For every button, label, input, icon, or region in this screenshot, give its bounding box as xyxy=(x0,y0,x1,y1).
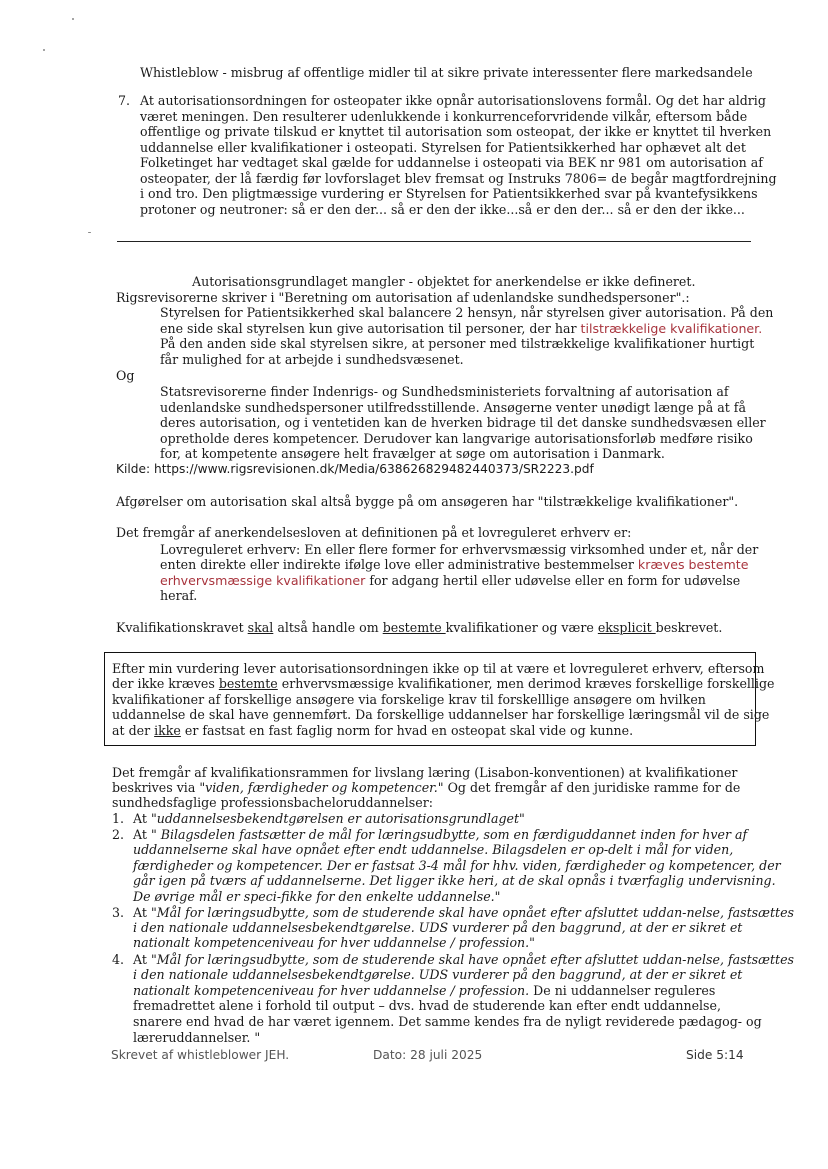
horizontal-divider xyxy=(117,241,751,242)
text-run: Og det fremgår af den juridiske ramme for de xyxy=(443,780,741,795)
list-line xyxy=(133,842,733,857)
header-line: Whistleblow - misbrug af offentlige midler til at sikre private interessenter flere markedsandele xyxy=(140,65,753,80)
italic-quote: færdigheder og kompetencer. Der er fastsat 3-4 mål for hhv. viden, færdigheder og kompetencer, der xyxy=(133,858,781,873)
assessment-line xyxy=(112,676,775,691)
source-link[interactable]: Kilde: https://www.rigsrevisionen.dk/Media/638626829482440373/SR2223.pdf xyxy=(116,462,594,476)
italic-quote: går igen på tværs af uddannelserne. Det ligger ikke heri, at de skal opnås i tværfaglig undervisning. xyxy=(133,873,776,888)
quote-line: for, at kompetente ansøgere helt fravælger at søge om autorisation i Danmark. xyxy=(160,446,665,461)
italic-quote: nationalt kompetenceniveau for hver uddannelse / profession. xyxy=(133,983,530,998)
decisions-paragraph: Afgørelser om autorisation skal altså bygge på om ansøgeren har "tilstrækkelige kvalifikationer". xyxy=(116,494,739,509)
framework-line xyxy=(112,780,740,795)
list-line xyxy=(133,858,781,873)
assessment-line: kvalifikationer af forskellige ansøgere via forskelige krav til forskelllige ansøgere om hvilken xyxy=(112,692,706,707)
footer-author: Skrevet af whistleblower JEH. xyxy=(111,1048,290,1062)
definition-text: for adgang hertil eller udøvelse eller en form for udøvelse xyxy=(365,573,741,588)
text-run: At xyxy=(133,905,151,920)
list-number: 1. xyxy=(112,811,125,826)
text-run: De ni uddannelser reguleres xyxy=(529,983,716,998)
underlined-word: eksplicit xyxy=(597,620,656,635)
list-line: snarere end hvad de har været igennem. Det samme kendes fra de nyligt reviderede pædagog- og xyxy=(133,1014,762,1029)
text-run: altså handle om xyxy=(273,620,383,635)
text-run: beskrevet. xyxy=(655,620,723,635)
item-7-line: været meningen. Den resulterer udenlukkende i konkurrenceforvridende vilkår, eftersom både xyxy=(140,109,748,124)
definition-intro: Det fremgår af anerkendelsesloven at definitionen på et lovreguleret erhverv er: xyxy=(116,525,632,540)
list-line xyxy=(133,873,776,888)
list-line xyxy=(133,983,715,998)
text-run: der ikke kræves xyxy=(112,676,219,691)
italic-quote: De øvrige mål er speci-fikke for den enkelte uddannelse." xyxy=(133,889,501,904)
quote-line: På den anden side skal styrelsen sikre, at personer med tilstrækkelige kvalifikationer hurtigt xyxy=(160,336,755,351)
list-line xyxy=(133,827,747,842)
quote-line: opretholde deres kompetencer. Derudover kan langvarige autorisationsforløb medføre risiko xyxy=(160,431,753,446)
quote-line: Styrelsen for Patientsikkerhed skal balancere 2 hensyn, når styrelsen giver autorisation. På den xyxy=(160,305,774,320)
scan-speck xyxy=(72,18,74,20)
underlined-word: bestemte xyxy=(218,676,278,691)
underlined-word: skal xyxy=(247,620,274,635)
text-run: kvalifikationer og være xyxy=(445,620,598,635)
assessment-line: Efter min vurdering lever autorisationsordningen ikke op til at være et lovreguleret erhverv, eftersom xyxy=(112,661,765,676)
italic-phrase: "viden, færdigheder og kompetencer." xyxy=(199,780,444,795)
italic-quote: nationalt kompetenceniveau for hver uddannelse / profession." xyxy=(133,935,535,950)
italic-quote: i den nationale uddannelsesbekendtgørelse. UDS vurderer på den baggrund, at der er sikret et xyxy=(133,920,743,935)
definition-line: heraf. xyxy=(160,588,198,603)
definition-line: Lovreguleret erhverv: En eller flere former for erhvervsmæssig virksomhed under et, når der xyxy=(160,542,759,557)
highlight-phrase: kræves bestemte xyxy=(637,557,749,572)
quote-line: udenlandske sundhedspersoner utilfredsstillende. Ansøgerne venter unødigt længe på at få xyxy=(160,400,746,415)
quote-line xyxy=(160,321,762,336)
item-7-line: offentlige og private tilskud er knyttet til autorisation som osteopat, der ikke er knyttet til hverken xyxy=(140,124,772,139)
scan-speck xyxy=(88,232,91,233)
list-line xyxy=(133,952,794,967)
highlight-phrase: tilstrækkelige kvalifikationer. xyxy=(580,321,763,336)
definition-line xyxy=(160,573,740,588)
item-7-line: At autorisationsordningen for osteopater ikke opnår autorisationslovens formål. Og det har aldrig xyxy=(140,93,766,108)
underlined-word: ikke xyxy=(154,723,181,738)
item-7-line: Folketinget har vedtaget skal gælde for uddannelse i osteopati via BEK nr 981 om autorisation af xyxy=(140,155,763,170)
framework-line: sundhedsfaglige professionsbacheloruddannelser: xyxy=(112,795,433,810)
list-number: 2. xyxy=(112,827,125,842)
item-7-line: protoner og neutroner: så er den der... så er den der ikke...så er den der... så er den der ikke... xyxy=(140,202,745,217)
item-7-number: 7. xyxy=(118,93,131,108)
assessment-line xyxy=(112,723,633,738)
quote-line: Statsrevisorerne finder Indenrigs- og Sundhedsministeriets forvaltning af autorisation af xyxy=(160,384,729,399)
quote-line: får mulighed for at arbejde i sundhedsvæsenet. xyxy=(160,352,464,367)
og-connector: Og xyxy=(116,368,135,383)
list-line: læreruddannelser. " xyxy=(133,1030,261,1045)
italic-quote: uddannelserne skal have opnået efter endt uddannelse. Bilagsdelen er op-delt i mål for viden, xyxy=(133,842,734,857)
list-line xyxy=(133,920,742,935)
section-intro: Rigsrevisorerne skriver i "Beretning om autorisation af udenlandske sundhedspersoner".: xyxy=(116,290,690,305)
list-number: 3. xyxy=(112,905,125,920)
italic-quote: " Bilagsdelen fastsætter de mål for læringsudbytte, som en færdiguddannet inden for hver af xyxy=(150,827,748,842)
quote-text: ene side skal styrelsen kun give autorisation til personer, der har xyxy=(160,321,581,336)
italic-quote: "Mål for læringsudbytte, som de studerende skal have opnået efter afsluttet uddan-nelse, fastsættes xyxy=(150,905,794,920)
item-7-line: uddannelse eller kvalifikationer i osteopati. Styrelsen for Patientsikkerhed har ophævet alt det xyxy=(140,140,746,155)
quote-line: deres autorisation, og i ventetiden kan de hverken bidrage til det danske sundhedsvæsen eller xyxy=(160,415,766,430)
text-run: er fastsat en fast faglig norm for hvad en osteopat skal vide og kunne. xyxy=(180,723,634,738)
text-run: erhvervsmæssige kvalifikationer, men derimod kræves forskellige forskellige xyxy=(277,676,775,691)
assessment-line: uddannelse de skal have gennemført. Da forskellige uddannelser har forskellige læringsmål vil de sige xyxy=(112,707,770,722)
italic-quote: i den nationale uddannelsesbekendtgørelse. UDS vurderer på den baggrund, at der er sikret et xyxy=(133,967,743,982)
framework-line: Det fremgår af kvalifikationsrammen for livslang læring (Lisabon-konventionen) at kvalifikationer xyxy=(112,765,738,780)
underlined-word: bestemte xyxy=(382,620,446,635)
text-run: At xyxy=(133,952,151,967)
list-line xyxy=(133,905,794,920)
item-7-line: i ond tro. Den pligtmæssige vurdering er Styrelsen for Patientsikkerhed svar på kvantefysikkens xyxy=(140,186,758,201)
definition-line xyxy=(160,557,748,572)
footer-date: Dato: 28 juli 2025 xyxy=(373,1048,483,1062)
highlight-phrase: erhvervsmæssige kvalifikationer xyxy=(160,573,366,588)
list-line xyxy=(133,889,500,904)
list-line xyxy=(133,935,535,950)
section-heading: Autorisationsgrundlaget mangler - objektet for anerkendelse er ikke defineret. xyxy=(192,274,696,289)
scan-speck xyxy=(43,49,45,51)
italic-quote: "uddannelsesbekendtgørelsen er autorisationsgrundlaget" xyxy=(150,811,525,826)
requirement-paragraph xyxy=(116,620,722,635)
footer-page-number: Side 5:14 xyxy=(686,1048,744,1062)
text-run: Kvalifikationskravet xyxy=(116,620,248,635)
list-line xyxy=(133,811,525,826)
text-run: At xyxy=(133,811,151,826)
text-run: At xyxy=(133,827,151,842)
italic-quote: "Mål for læringsudbytte, som de studerende skal have opnået efter afsluttet uddan-nelse, fastsættes xyxy=(150,952,794,967)
list-number: 4. xyxy=(112,952,125,967)
list-line xyxy=(133,967,742,982)
item-7-line: osteopater, der lå færdig før lovforslaget blev fremsat og Instruks 7806= de begår magtfordrejning xyxy=(140,171,777,186)
definition-text: enten direkte eller indirekte ifølge love eller administrative bestemmelser xyxy=(160,557,638,572)
text-run: beskrives via xyxy=(112,780,200,795)
text-run: at der xyxy=(112,723,155,738)
list-line: fremadrettet alene i forhold til output – dvs. hvad de studerende kan efter endt uddannelse, xyxy=(133,998,721,1013)
